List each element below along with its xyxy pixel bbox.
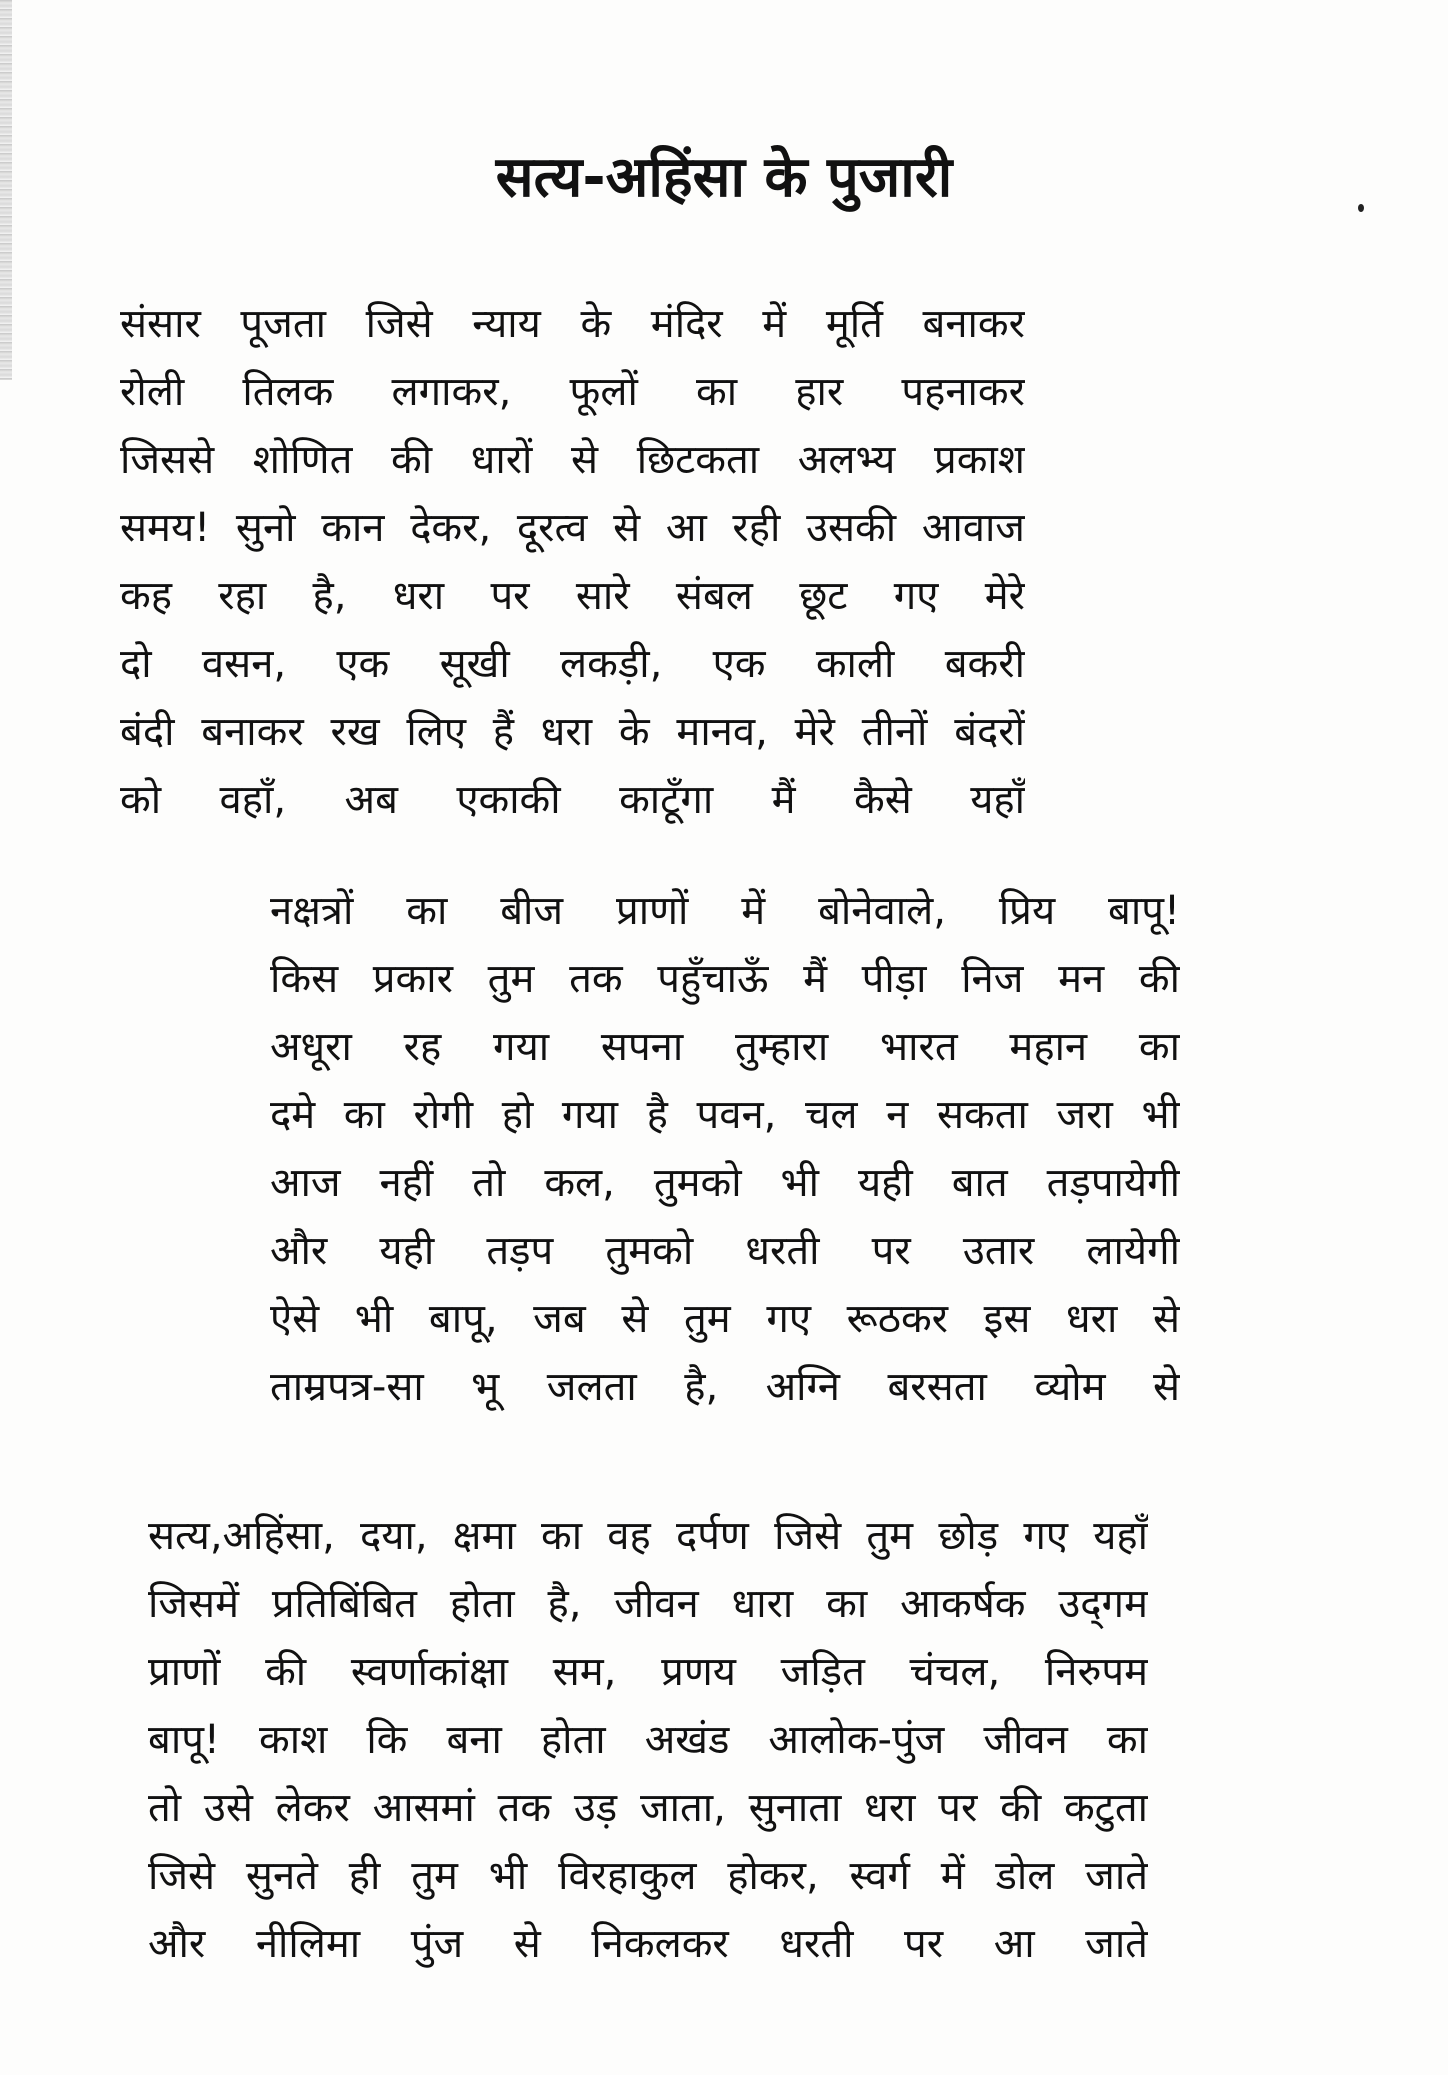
poem-line: दो वसन, एक सूखी लकड़ी, एक काली बकरी bbox=[120, 641, 1025, 687]
poem-title: सत्य-अहिंसा के पुजारी bbox=[495, 145, 953, 210]
poem-line: और नीलिमा पुंज से निकलकर धरती पर आ जाते bbox=[148, 1921, 1148, 1967]
poem-line: समय! सुनो कान देकर, दूरत्व से आ रही उसकी आवाज bbox=[120, 505, 1025, 551]
poem-line: बापू! काश कि बना होता अखंड आलोक-पुंज जीवन का bbox=[148, 1717, 1148, 1763]
poem-line: ऐसे भी बापू, जब से तुम गए रूठकर इस धरा से bbox=[270, 1296, 1180, 1342]
poem-line: को वहाँ, अब एकाकी काटूँगा मैं कैसे यहाँ bbox=[120, 777, 1025, 823]
poem-line: दमे का रोगी हो गया है पवन, चल न सकता जरा भी bbox=[270, 1092, 1180, 1138]
poem-line: जिसमें प्रतिबिंबित होता है, जीवन धारा का आकर्षक उद्‌गम bbox=[148, 1581, 1148, 1627]
poem-line: तो उसे लेकर आसमां तक उड़ जाता, सुनाता धरा पर की कटुता bbox=[148, 1785, 1148, 1831]
stanza-1 bbox=[120, 290, 1025, 834]
poem-line: बंदी बनाकर रख लिए हैं धरा के मानव, मेरे तीनों बंदरों bbox=[120, 709, 1025, 755]
poem-line: रोली तिलक लगाकर, फूलों का हार पहनाकर bbox=[120, 369, 1025, 415]
stanza-2 bbox=[270, 877, 1180, 1421]
poem-line: जिसे सुनते ही तुम भी विरहाकुल होकर, स्वर्ग में डोल जाते bbox=[148, 1853, 1148, 1899]
poem-line: जिससे शोणित की धारों से छिटकता अलभ्य प्रकाश bbox=[120, 437, 1025, 483]
stanza-3 bbox=[148, 1502, 1148, 1978]
poem-line: कह रहा है, धरा पर सारे संबल छूट गए मेरे bbox=[120, 573, 1025, 619]
poem-line: किस प्रकार तुम तक पहुँचाऊँ मैं पीड़ा निज मन की bbox=[270, 956, 1180, 1002]
poem-line: सत्य,अहिंसा, दया, क्षमा का वह दर्पण जिसे तुम छोड़ गए यहाँ bbox=[148, 1513, 1148, 1559]
poem-line: संसार पूजता जिसे न्याय के मंदिर में मूर्ति बनाकर bbox=[120, 301, 1025, 347]
poem-line: और यही तड़प तुमको धरती पर उतार लायेगी bbox=[270, 1228, 1180, 1274]
poem-line: ताम्रपत्र-सा भू जलता है, अग्नि बरसता व्योम से bbox=[270, 1364, 1180, 1410]
poem-line: अधूरा रह गया सपना तुम्हारा भारत महान का bbox=[270, 1024, 1180, 1070]
poem-line: नक्षत्रों का बीज प्राणों में बोनेवाले, प्रिय बापू! bbox=[270, 888, 1180, 934]
poem-line: आज नहीं तो कल, तुमको भी यही बात तड़पायेगी bbox=[270, 1160, 1180, 1206]
poem-line: प्राणों की स्वर्णाकांक्षा सम, प्रणय जड़ित चंचल, निरुपम bbox=[148, 1649, 1148, 1695]
